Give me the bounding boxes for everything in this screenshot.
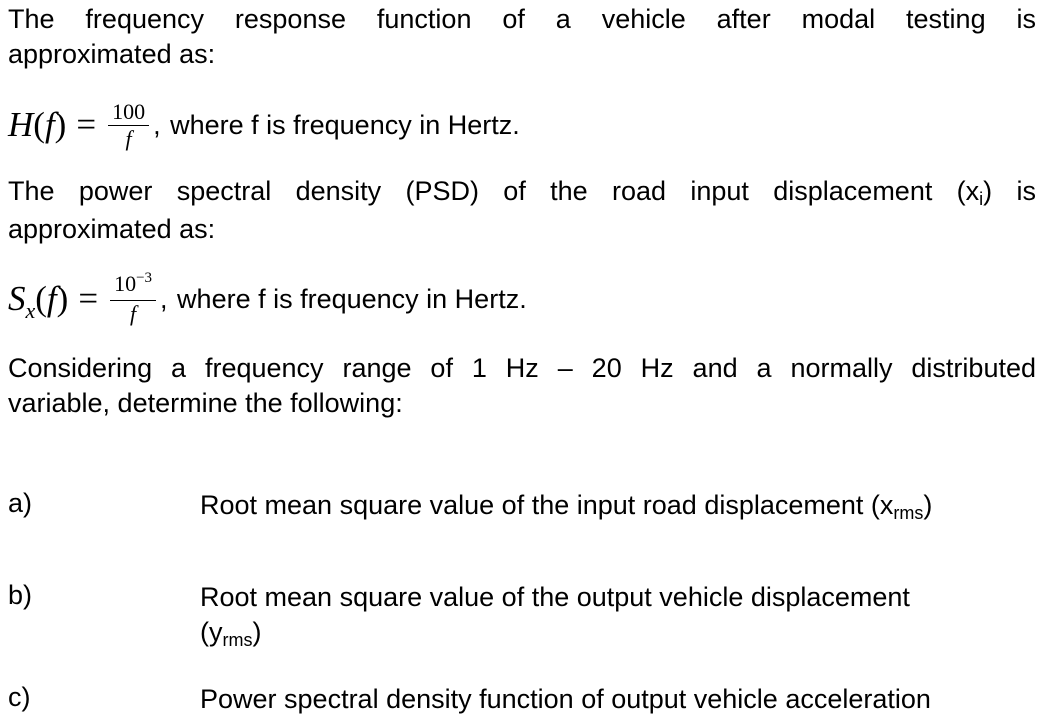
eq-h-lhs: H(f) — [8, 105, 67, 144]
item-b-text: Root mean square value of the output vehicle displacement (yrms) — [200, 582, 910, 650]
psd-line-2: approximated as: — [8, 214, 216, 244]
eq-h-numerator: 100 — [108, 99, 149, 126]
eq-s-equals: = — [78, 279, 99, 318]
eq-s-lhs: $S_x(f)$ — [8, 279, 69, 323]
item-b-label: b) — [8, 580, 33, 610]
eq-s-comma: , — [160, 283, 168, 314]
eq-s-denominator: f — [129, 301, 137, 326]
frequency-response-equation — [8, 90, 520, 160]
eq-s-tail: where f is frequency in Hertz. — [169, 283, 527, 314]
eq-s-numerator: $10^{-3}$ — [110, 271, 156, 301]
item-a-label: a) — [8, 488, 33, 518]
considering-line-2: variable, determine the following: — [8, 388, 403, 418]
eq-h-tail: where f is frequency in Hertz. — [162, 109, 520, 140]
eq-h-equals: = — [76, 105, 97, 144]
item-c-label: c) — [8, 682, 31, 712]
psd-equation — [8, 264, 527, 334]
intro-paragraph — [8, 2, 1036, 72]
considering-paragraph — [8, 351, 1036, 421]
eq-h-fraction — [108, 99, 149, 152]
eq-h-denominator: f — [125, 125, 132, 151]
intro-line-1: The frequency response function of a vehicle after modal testing is — [8, 4, 1036, 34]
psd-paragraph — [8, 174, 1036, 247]
item-a-text: Root mean square value of the input road displacement (xrms) — [200, 490, 933, 523]
eq-h-comma: , — [153, 109, 161, 140]
psd-line-1: The power spectral density (PSD) of the road input displacement (xi) is — [8, 176, 1036, 209]
eq-s-fraction — [110, 271, 156, 327]
considering-line-1: Considering a frequency range of 1 Hz – 20 Hz and a normally distributed — [8, 353, 1036, 383]
intro-line-2: approximated as: — [8, 39, 216, 69]
item-c-text: Power spectral density function of output vehicle acceleration — [200, 684, 931, 714]
